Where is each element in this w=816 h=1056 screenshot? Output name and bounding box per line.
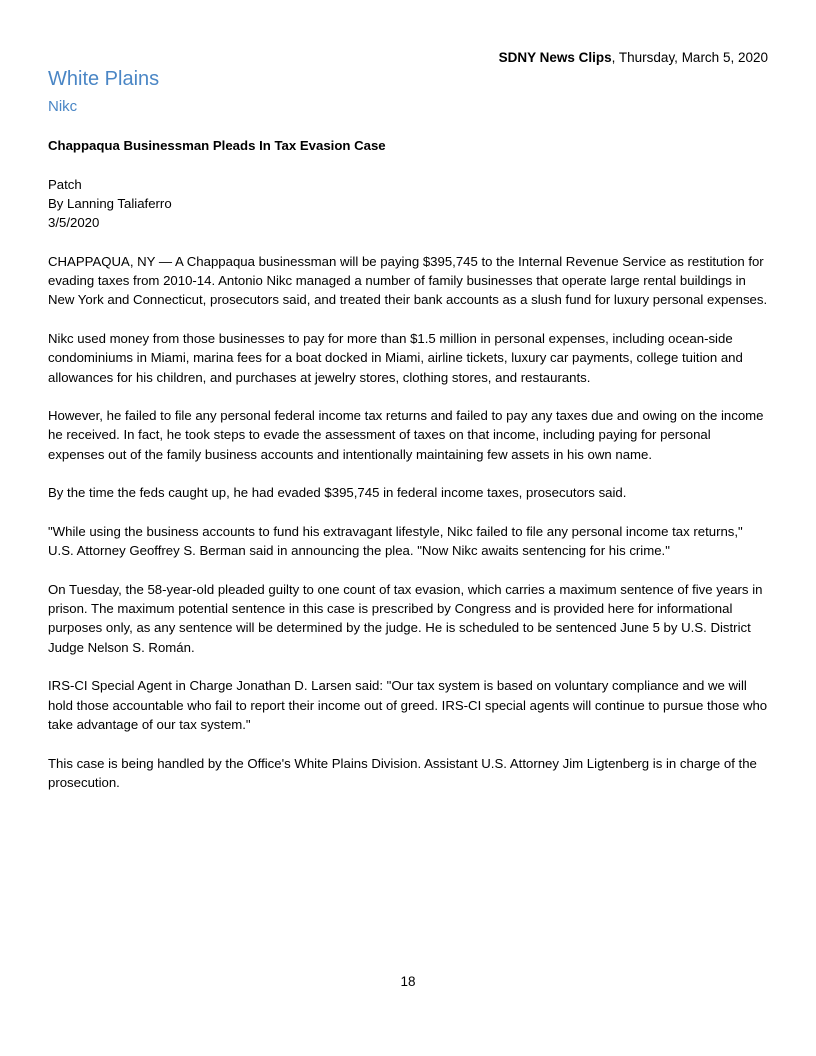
header-date: , Thursday, March 5, 2020 <box>611 50 768 65</box>
section-title: White Plains <box>48 68 160 90</box>
article-headline: Chappaqua Businessman Pleads In Tax Evasion Case <box>48 138 386 153</box>
article-paragraph: However, he failed to file any personal federal income tax returns and failed to pay any taxes due and owing on the income he received. In fact, he took steps to evade the assessment of taxes on that income, including paying for personal expenses out of the family business accounts and intentionally maintaining few assets in his own name. <box>48 408 764 462</box>
publication-name: SDNY News Clips <box>498 50 612 65</box>
article-paragraph: This case is being handled by the Office's White Plains Division. Assistant U.S. Attorney Jim Ligtenberg is in charge of the prosecution. <box>48 755 757 790</box>
article-paragraph: Nikc used money from those businesses to pay for more than $1.5 million in personal expenses, including ocean-side condominiums in Miami, marina fees for a boat docked in Miami, airline tickets, luxury car payments, college tuition and allowances for his children, and purchases at jewelry stores, clothing stores, and restaurants. <box>48 330 743 385</box>
article-source: Patch <box>48 176 82 192</box>
article-meta <box>48 175 770 233</box>
article-date: 3/5/2020 <box>48 215 100 231</box>
article-paragraph: IRS-CI Special Agent in Charge Jonathan D. Larsen said: "Our tax system is based on voluntary compliance and we will hold those accountable who fail to report their income out of greed. IRS-CI special agents will continue to pursue those who take advantage of our tax system." <box>48 678 768 732</box>
page-number: 18 <box>400 974 416 989</box>
article <box>48 136 770 811</box>
article-byline: By Lanning Taliaferro <box>48 195 172 211</box>
article-paragraph: By the time the feds caught up, he had evaded $395,745 in federal income taxes, prosecutors said. <box>48 485 627 501</box>
article-paragraph: "While using the business accounts to fund his extravagant lifestyle, Nikc failed to file any personal income tax returns," U.S. Attorney Geoffrey S. Berman said in announcing the plea. "Now Nikc awaits sentencing for his crime." <box>48 523 743 559</box>
subsection-title: Nikc <box>48 98 78 115</box>
page-header <box>499 49 768 66</box>
article-paragraph: On Tuesday, the 58-year-old pleaded guilty to one count of tax evasion, which carries a maximum sentence of five years in prison. The maximum potential sentence in this case is prescribed by Congress and is provided here for informational purposes only, as any sentence will be determined by the judge. He is scheduled to be sentenced June 5 by U.S. District Judge Nelson S. Román. <box>48 581 763 655</box>
article-paragraph: CHAPPAQUA, NY — A Chappaqua businessman will be paying $395,745 to the Internal Revenue Service as restitution for evading taxes from 2010-14. Antonio Nikc managed a number of family businesses that operate large rental buildings in New York and Connecticut, prosecutors said, and treated their bank accounts as a slush fund for luxury personal expenses. <box>48 253 768 308</box>
